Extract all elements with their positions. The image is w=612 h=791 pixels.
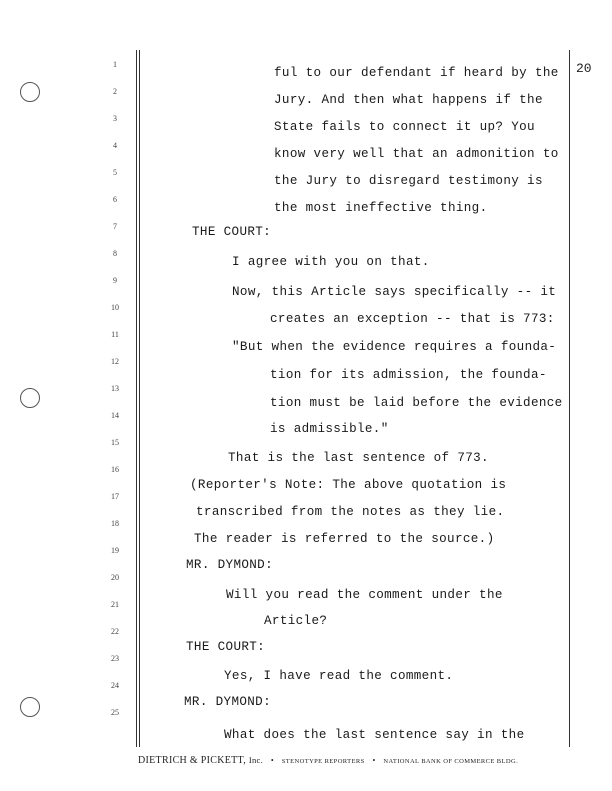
line-number: 9 [113, 276, 117, 285]
transcript-line: ful to our defendant if heard by the [274, 66, 559, 80]
line-number: 22 [111, 627, 119, 636]
line-number: 17 [111, 492, 119, 501]
reporter-footer [138, 755, 518, 766]
line-number: 15 [111, 438, 119, 447]
footer-separator: • [270, 756, 274, 765]
transcript-line: creates an exception -- that is 773: [270, 312, 555, 326]
transcript-line: the most ineffective thing. [274, 201, 488, 215]
line-number: 18 [111, 519, 119, 528]
reporter-note-line: transcribed from the notes as they lie. [196, 505, 505, 519]
transcript-line: tion for its admission, the founda- [270, 368, 547, 382]
line-number: 4 [113, 141, 117, 150]
transcript-line: I agree with you on that. [232, 255, 430, 269]
line-number: 19 [111, 546, 119, 555]
transcript-line: That is the last sentence of 773. [228, 451, 489, 465]
right-margin-rule [569, 50, 570, 747]
reporter-note-line: The reader is referred to the source.) [194, 532, 495, 546]
transcript-line: the Jury to disregard testimony is [274, 174, 543, 188]
line-number: 3 [113, 114, 117, 123]
page-number: 20 [576, 61, 592, 76]
speaker-label: THE COURT: [192, 225, 272, 239]
reporter-note-line: (Reporter's Note: The above quotation is [190, 478, 507, 492]
line-number: 1 [113, 60, 117, 69]
line-number: 8 [113, 249, 117, 258]
transcript-line: tion must be laid before the evidence [270, 396, 563, 410]
transcript-line: "But when the evidence requires a founda- [232, 340, 557, 354]
line-number: 2 [113, 87, 117, 96]
speaker-label: THE COURT: [186, 640, 266, 654]
line-number: 21 [111, 600, 119, 609]
speaker-label: MR. DYMOND: [184, 695, 271, 709]
line-number: 13 [111, 384, 119, 393]
line-number: 10 [111, 303, 119, 312]
left-margin-rule-outer [136, 50, 137, 747]
transcript-line: What does the last sentence say in the [224, 728, 525, 742]
footer-location: NATIONAL BANK OF COMMERCE BLDG. [383, 758, 519, 765]
transcript-line: Yes, I have read the comment. [224, 669, 454, 683]
transcript-line: Jury. And then what happens if the [274, 93, 543, 107]
line-number: 20 [111, 573, 119, 582]
line-number: 6 [113, 195, 117, 204]
transcript-line: know very well that an admonition to [274, 147, 559, 161]
binder-hole-top [20, 82, 40, 102]
line-number: 12 [111, 357, 119, 366]
line-number: 5 [113, 168, 117, 177]
line-number: 11 [111, 330, 119, 339]
transcript-line: is admissible." [270, 422, 389, 436]
footer-separator: • [372, 756, 376, 765]
transcript-line: Will you read the comment under the [226, 588, 503, 602]
transcript-line: Article? [264, 614, 328, 628]
transcript-line: State fails to connect it up? You [274, 120, 535, 134]
binder-hole-middle [20, 388, 40, 408]
line-number: 16 [111, 465, 119, 474]
transcript-line: Now, this Article says specifically -- it [232, 285, 557, 299]
line-number: 25 [111, 708, 119, 717]
line-number: 24 [111, 681, 119, 690]
line-number: 7 [113, 222, 117, 231]
left-margin-rule-inner [139, 50, 140, 747]
speaker-label: MR. DYMOND: [186, 558, 273, 572]
footer-firm: DIETRICH & PICKETT, [138, 755, 247, 766]
footer-service: STENOTYPE REPORTERS [281, 758, 365, 765]
line-number: 23 [111, 654, 119, 663]
line-number: 14 [111, 411, 119, 420]
binder-hole-bottom [20, 697, 40, 717]
footer-inc: Inc. [248, 755, 264, 765]
